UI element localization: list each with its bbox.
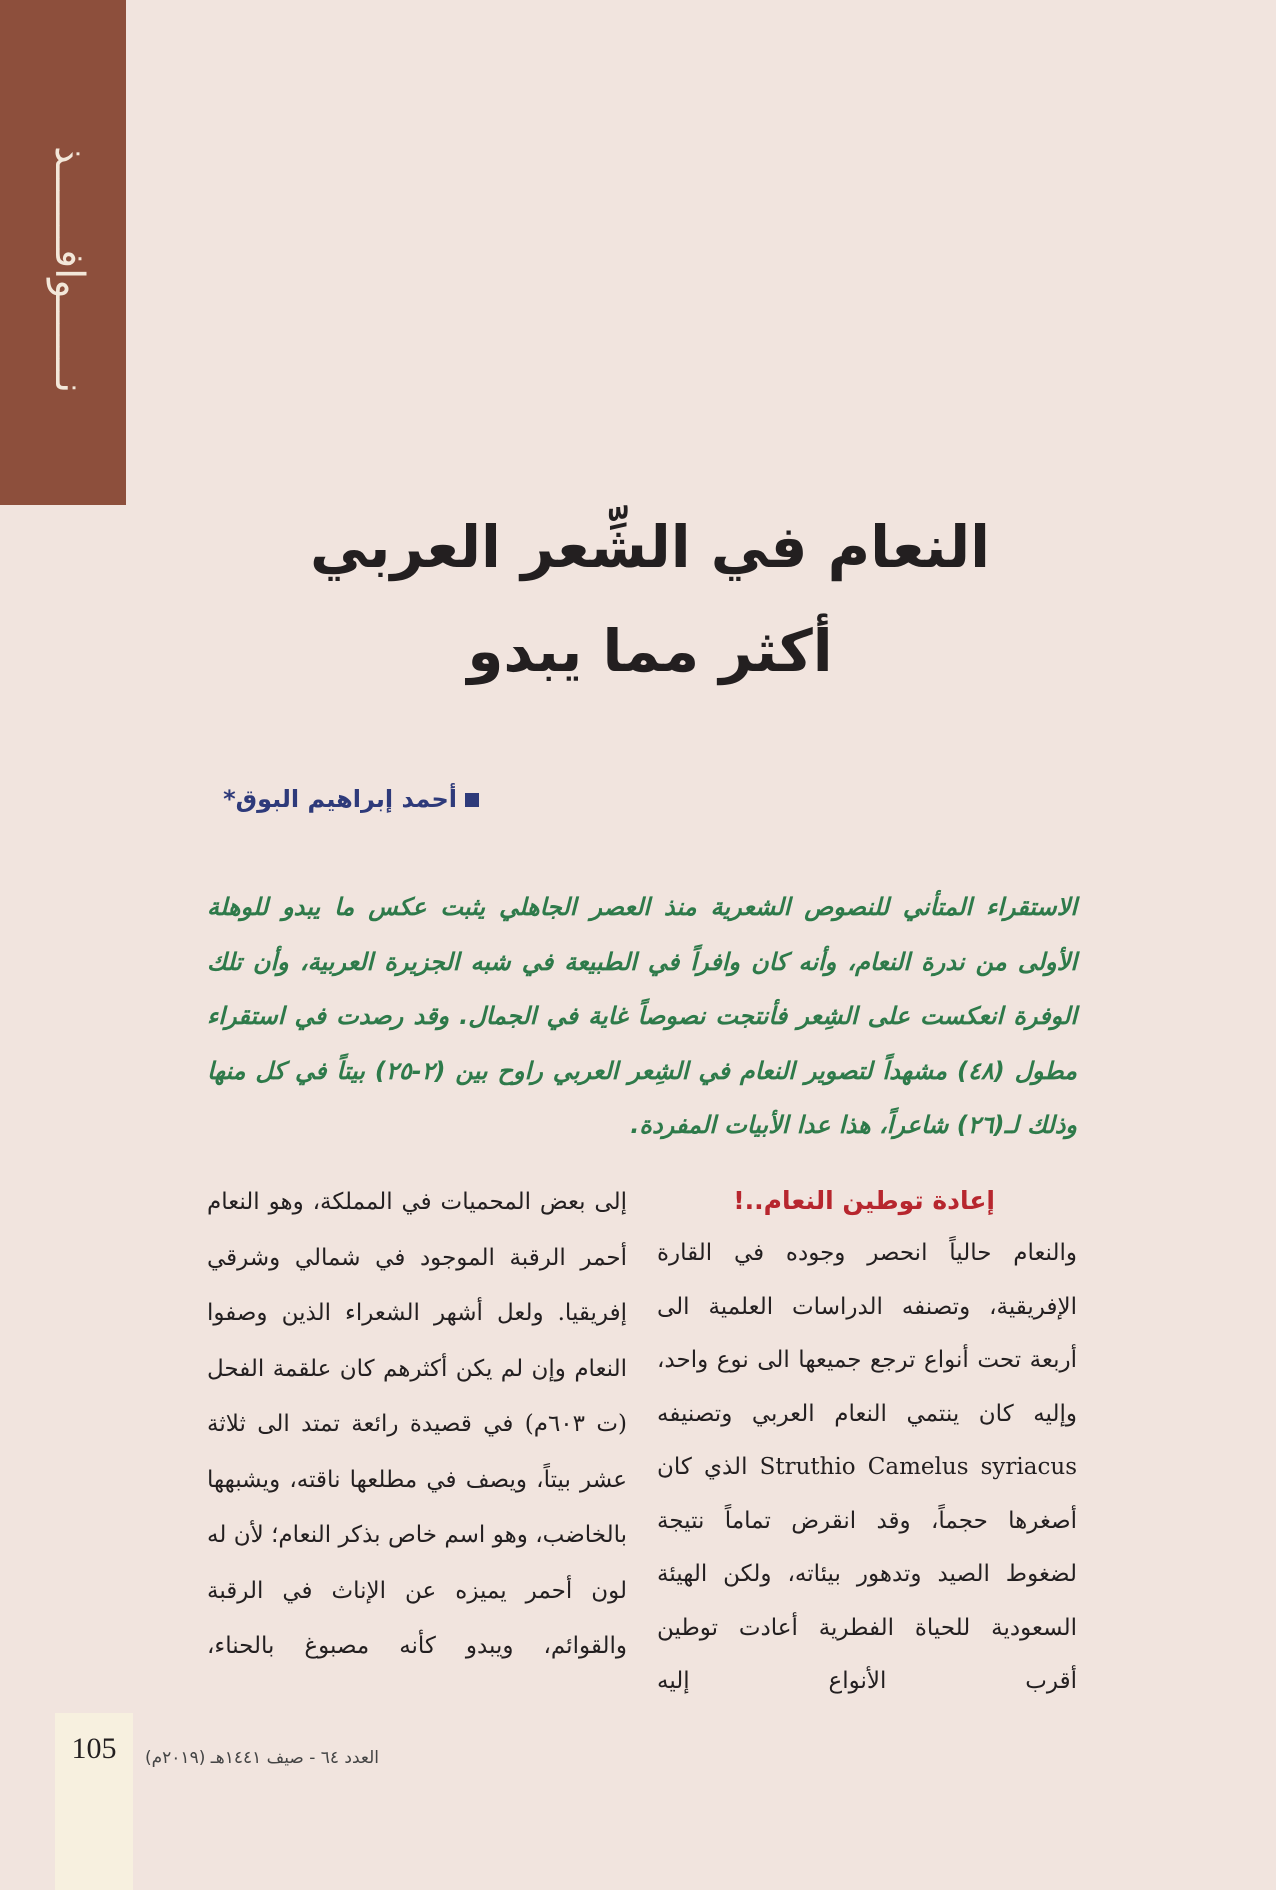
column-right-text: والنعام حالياً انحصر وجوده في القارة الإفريقية، وتصنفه الدراسات العلمية الى أربعة تحت أنواع ترجع جميعها الى نوع واحد، وإليه كان ينتمي النعام العربي وتصنيفه Struthio Camelus syriacus الذي كان أصغرها حجماً، وقد انقرض تماماً نتيجة لضغوط الصيد وتدهور بيئاته، ولكن الهيئة السعودية للحياة الفطرية أعادت توطين أقرب الأنواع إليه [657, 1240, 1077, 1694]
article-title-line2: أكثر مما يبدو [467, 617, 833, 685]
text-column-right [657, 1175, 1077, 1709]
square-bullet-icon [465, 793, 479, 807]
section-tab [0, 0, 126, 505]
section-tab-label: نـــــــوافـــــــذ [46, 146, 92, 394]
text-column-left [207, 1175, 627, 1675]
section-heading: إعادة توطين النعام..! [733, 1186, 995, 1215]
author-byline [223, 785, 479, 813]
page-number: 105 [71, 1732, 117, 1765]
page-edge [1276, 0, 1284, 1890]
issue-info: العدد ٦٤ - صيف ١٤٤١هـ (٢٠١٩م) [145, 1748, 380, 1768]
column-left-text: إلى بعض المحميات في المملكة، وهو النعام أحمر الرقبة الموجود في شمالي وشرقي إفريقيا. ولعل أشهر الشعراء الذين وصفوا النعام وإن لم يكن أكثرهم كان علقمة الفحل (ت ٦٠٣م) في قصيدة رائعة تمتد الى ثلاثة عشر بيتاً، ويصف في مطلعها ناقته، ويشبهها بالخاضب، وهو اسم خاص بذكر النعام؛ لأن له لون أحمر يميزه عن الإناث في الرقبة والقوائم، ويبدو كأنه مصبوغ بالحناء، [207, 1189, 627, 1659]
article-title [200, 495, 1100, 703]
article-abstract: الاستقراء المتأني للنصوص الشعرية منذ العصر الجاهلي يثبت عكس ما يبدو للوهلة الأولى من ندرة النعام، وأنه كان وافراً في الطبيعة في شبه الجزيرة العربية، وأن تلك الوفرة انعكست على الشِعر فأنتجت نصوصاً غاية في الجمال. وقد رصدت في استقراء مطول (٤٨) مشهداً لتصوير النعام في الشِعر العربي راوح بين (٢-٢٥) بيتاً في كل منها وذلك لـ(٢٦) شاعراً، هذا عدا الأبيات المفردة. [207, 893, 1078, 1139]
article-title-line1: النعام في الشِّعر العربي [309, 513, 991, 581]
author-name: أحمد إبراهيم البوق* [223, 785, 457, 813]
